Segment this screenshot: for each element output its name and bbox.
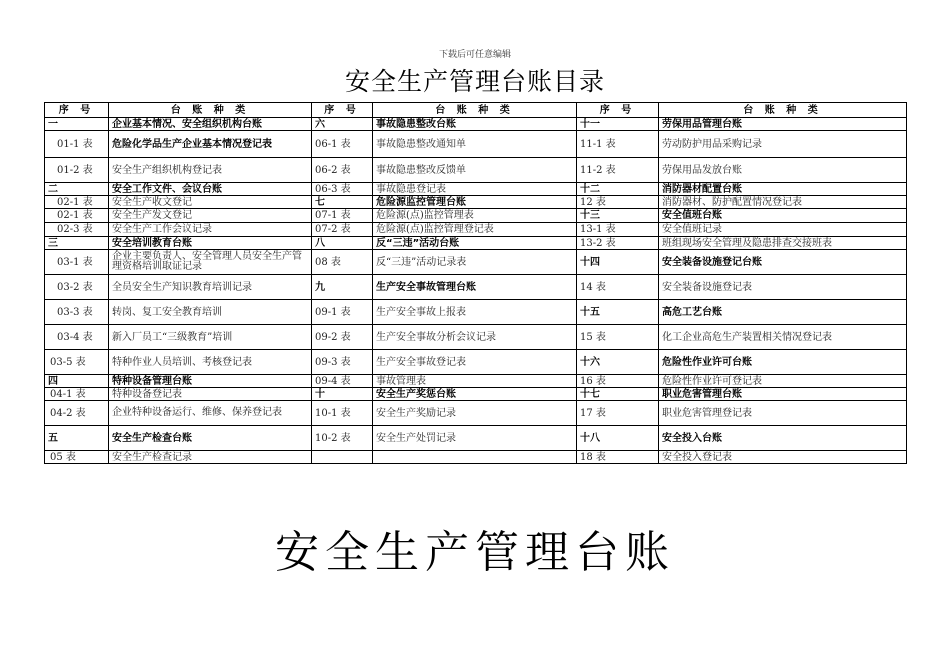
header-row: [45, 103, 907, 118]
table-cell: 02-1 表: [45, 196, 109, 209]
table-cell: 十: [312, 388, 373, 401]
table-cell: 一: [45, 118, 109, 131]
table-cell: 危险源监控管理台账: [373, 196, 577, 209]
table-cell: 职业危害管理登记表: [659, 401, 907, 426]
table-cell: 十四: [577, 250, 659, 275]
table-cell: 07-2 表: [312, 223, 373, 237]
table-cell: 06-2 表: [312, 158, 373, 183]
table-cell: 九: [312, 275, 373, 300]
table-cell: 14 表: [577, 275, 659, 300]
table-cell: 特种作业人员培训、考核登记表: [109, 350, 312, 375]
table-cell: 危险性作业许可台账: [659, 350, 907, 375]
col-header-type-1: 台 账 种 类: [109, 103, 312, 118]
table-cell: 安全值班台账: [659, 209, 907, 223]
table-cell: [312, 451, 373, 464]
table-cell: 11-1 表: [577, 131, 659, 158]
table-cell: 四: [45, 375, 109, 388]
table-cell: 09-2 表: [312, 325, 373, 350]
table-cell: 事故隐患整改反馈单: [373, 158, 577, 183]
table-cell: 02-3 表: [45, 223, 109, 237]
table-cell: 危险源(点)监控管理登记表: [373, 223, 577, 237]
table-cell: 三: [45, 237, 109, 250]
table-cell: 消防器材配置台账: [659, 183, 907, 196]
table-cell: 危险化学品生产企业基本情况登记表: [109, 131, 312, 158]
table-row: [45, 401, 907, 426]
table-cell: 03-4 表: [45, 325, 109, 350]
table-cell: 01-2 表: [45, 158, 109, 183]
table-cell: 反“三违”活动台账: [373, 237, 577, 250]
table-row: [45, 131, 907, 158]
table-cell: 事故隐患整改通知单: [373, 131, 577, 158]
table-cell: 全员安全生产知识教育培训记录: [109, 275, 312, 300]
table-cell: 十六: [577, 350, 659, 375]
table-cell: 职业危害管理台账: [659, 388, 907, 401]
table-row: [45, 426, 907, 451]
table-cell: 十二: [577, 183, 659, 196]
table-cell: 新入厂员工“三级教育”培训: [109, 325, 312, 350]
ledger-table: [44, 102, 907, 464]
table-cell: 03-2 表: [45, 275, 109, 300]
table-cell: 特种设备管理台账: [109, 375, 312, 388]
table-cell: 安全装备设施登记表: [659, 275, 907, 300]
table-cell: 安全生产处罚记录: [373, 426, 577, 451]
table-cell: 08 表: [312, 250, 373, 275]
table-cell: 03-1 表: [45, 250, 109, 275]
table-row: [45, 196, 907, 209]
table-cell: 企业特种设备运行、维修、保养登记表: [109, 401, 312, 426]
table-cell: 生产安全事故登记表: [373, 350, 577, 375]
table-cell: 安全值班记录: [659, 223, 907, 237]
table-cell: 二: [45, 183, 109, 196]
table-cell: 安全生产工作会议记录: [109, 223, 312, 237]
table-cell: 安全培训教育台账: [109, 237, 312, 250]
table-cell: 六: [312, 118, 373, 131]
table-cell: 生产安全事故管理台账: [373, 275, 577, 300]
table-cell: 安全生产组织机构登记表: [109, 158, 312, 183]
table-cell: 09-1 表: [312, 300, 373, 325]
table-cell: 班组现场安全管理及隐患排查交接班表: [659, 237, 907, 250]
table-cell: 特种设备登记表: [109, 388, 312, 401]
ledger-cover-title: 安全生产管理台账: [275, 527, 675, 578]
table-cell: 化工企业高危生产装置相关情况登记表: [659, 325, 907, 350]
table-cell: 危险源(点)监控管理表: [373, 209, 577, 223]
table-cell: 十八: [577, 426, 659, 451]
table-cell: 七: [312, 196, 373, 209]
page-top-note: 下载后可任意编辑: [438, 50, 511, 60]
table-cell: 安全生产奖惩台账: [373, 388, 577, 401]
table-cell: 十七: [577, 388, 659, 401]
table-row: [45, 118, 907, 131]
table-cell: 13-2 表: [577, 237, 659, 250]
table-cell: 安全生产收文登记: [109, 196, 312, 209]
table-cell: 05 表: [45, 451, 109, 464]
table-cell: 事故隐患登记表: [373, 183, 577, 196]
table-cell: 06-1 表: [312, 131, 373, 158]
table-cell: 劳保用品发放台账: [659, 158, 907, 183]
table-cell: 16 表: [577, 375, 659, 388]
table-cell: 生产安全事故分析会议记录: [373, 325, 577, 350]
table-cell: 八: [312, 237, 373, 250]
table-row: [45, 223, 907, 237]
col-header-type-3: 台 账 种 类: [659, 103, 907, 118]
table-cell: 安全生产奖励记录: [373, 401, 577, 426]
table-cell: 劳动防护用品采购记录: [659, 131, 907, 158]
table-cell: 安全生产发文登记: [109, 209, 312, 223]
table-row: [45, 325, 907, 350]
table-cell: 18 表: [577, 451, 659, 464]
table-cell: 17 表: [577, 401, 659, 426]
table-row: [45, 237, 907, 250]
table-row: [45, 183, 907, 196]
table-row: [45, 250, 907, 275]
table-cell: 03-5 表: [45, 350, 109, 375]
table-cell: 10-1 表: [312, 401, 373, 426]
table-cell: 11-2 表: [577, 158, 659, 183]
col-header-seq-1: 序 号: [45, 103, 109, 118]
table-cell: 07-1 表: [312, 209, 373, 223]
table-cell: 高危工艺台账: [659, 300, 907, 325]
table-cell: 安全投入登记表: [659, 451, 907, 464]
col-header-type-2: 台 账 种 类: [373, 103, 577, 118]
table-row: [45, 388, 907, 401]
table-row: [45, 451, 907, 464]
table-cell: 安全工作文件、会议台账: [109, 183, 312, 196]
table-cell: 02-1 表: [45, 209, 109, 223]
table-row: [45, 275, 907, 300]
table-row: [45, 158, 907, 183]
table-row: [45, 300, 907, 325]
table-cell: 10-2 表: [312, 426, 373, 451]
table-cell: 04-2 表: [45, 401, 109, 426]
table-cell: 危险性作业许可登记表: [659, 375, 907, 388]
table-cell: 劳保用品管理台账: [659, 118, 907, 131]
doc-title: 安全生产管理台账目录: [344, 67, 605, 96]
table-row: [45, 209, 907, 223]
table-cell: 十一: [577, 118, 659, 131]
table-cell: 09-3 表: [312, 350, 373, 375]
table-cell: 安全生产检查记录: [109, 451, 312, 464]
table-cell: 转岗、复工安全教育培训: [109, 300, 312, 325]
table-cell: 12 表: [577, 196, 659, 209]
table-cell: 安全装备设施登记台账: [659, 250, 907, 275]
col-header-seq-2: 序 号: [312, 103, 373, 118]
table-cell: 十五: [577, 300, 659, 325]
col-header-seq-3: 序 号: [577, 103, 659, 118]
table-cell: 企业基本情况、安全组织机构台账: [109, 118, 312, 131]
table-cell: 企业主要负责人、安全管理人员安全生产管理资格培训取证记录: [109, 250, 312, 275]
table-cell: 十三: [577, 209, 659, 223]
table-cell: 04-1 表: [45, 388, 109, 401]
table-cell: 13-1 表: [577, 223, 659, 237]
table-cell: 01-1 表: [45, 131, 109, 158]
table-cell: 安全生产检查台账: [109, 426, 312, 451]
table-cell: 09-4 表: [312, 375, 373, 388]
table-cell: 03-3 表: [45, 300, 109, 325]
table-cell: 安全投入台账: [659, 426, 907, 451]
table-cell: 06-3 表: [312, 183, 373, 196]
table-cell: 事故管理表: [373, 375, 577, 388]
table-cell: 事故隐患整改台账: [373, 118, 577, 131]
table-cell: [373, 451, 577, 464]
table-row: [45, 375, 907, 388]
table-row: [45, 350, 907, 375]
table-cell: 反“三违”活动记录表: [373, 250, 577, 275]
table-cell: 五: [45, 426, 109, 451]
table-cell: 生产安全事故上报表: [373, 300, 577, 325]
table-cell: 15 表: [577, 325, 659, 350]
table-cell: 消防器材、防护配置情况登记表: [659, 196, 907, 209]
